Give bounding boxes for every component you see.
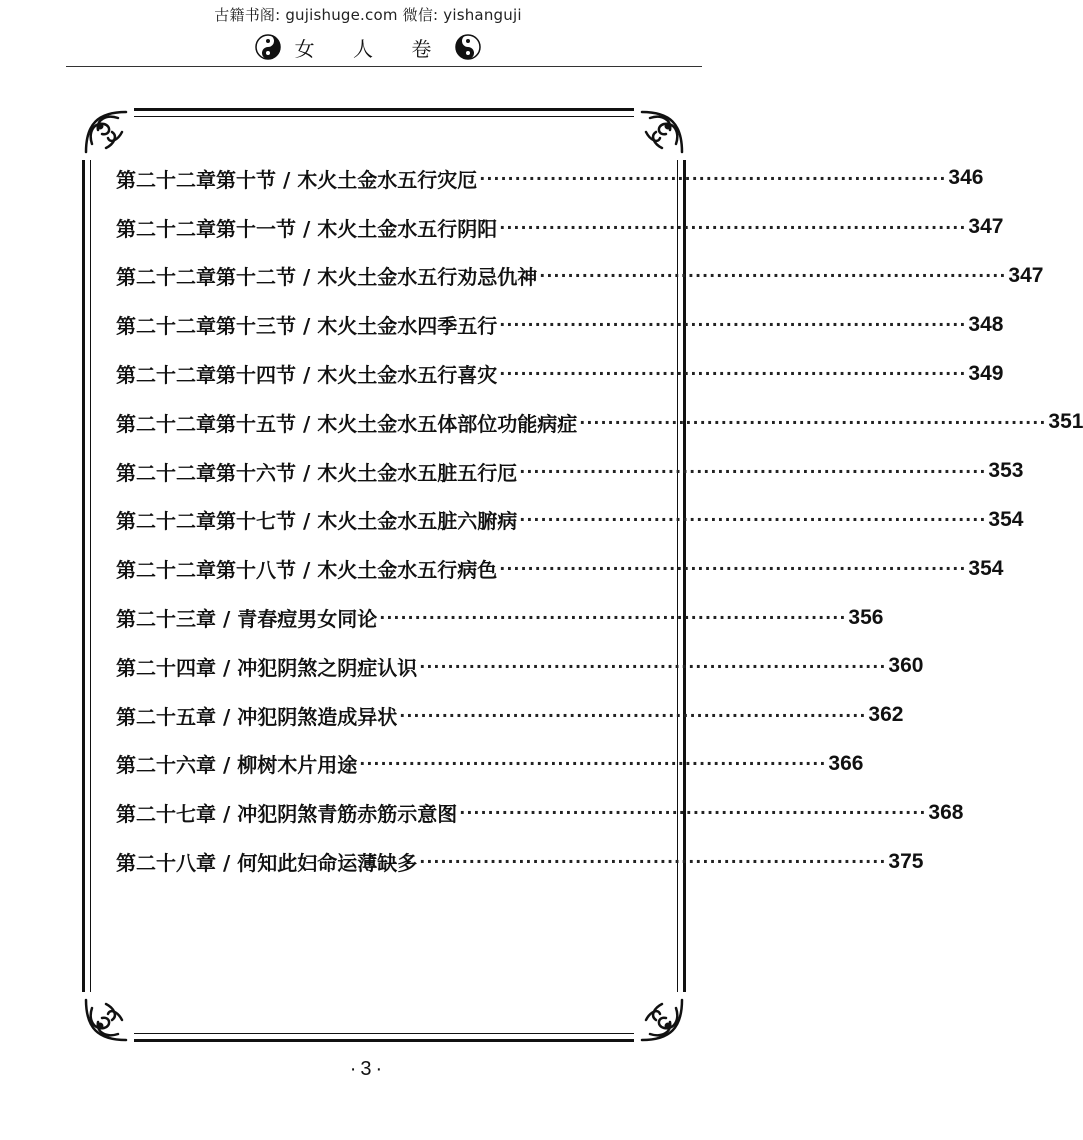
toc-entry[interactable] [116, 349, 1004, 398]
toc-leader-dots: ·································································· [419, 852, 887, 872]
toc-leader-dots: ·································································· [379, 608, 847, 628]
toc-entry-page: 346 [948, 166, 984, 190]
toc-entry-title: 第二十七章 / 冲犯阴煞青筋赤筋示意图 [116, 802, 458, 827]
running-head-title: 女 人 卷 [294, 36, 448, 61]
page-number: ·3· [349, 1058, 387, 1080]
toc-entry-title: 第二十二章第十二节 / 木火土金水五行劝忌仇神 [116, 265, 538, 290]
toc-entry-page: 354 [968, 556, 1004, 580]
toc-entry[interactable] [116, 496, 1024, 545]
toc-entry-title: 第二十八章 / 何知此妇命运薄缺多 [116, 851, 418, 876]
toc-entry[interactable] [116, 252, 1044, 301]
toc-entry[interactable] [116, 154, 984, 203]
toc-entry-title: 第二十二章第十五节 / 木火土金水五体部位功能病症 [116, 411, 578, 436]
toc-entry[interactable] [116, 788, 964, 837]
corner-ornament-icon [634, 104, 690, 160]
toc-leader-dots: ·································································· [459, 803, 927, 823]
corner-ornament-icon [78, 992, 134, 1048]
toc-entry[interactable] [116, 691, 904, 740]
toc-entry-title: 第二十三章 / 青春痘男女同论 [116, 607, 378, 632]
toc-entry-title: 第二十二章第十八节 / 木火土金水五行病色 [116, 558, 498, 583]
toc-leader-dots: ·································································· [499, 559, 967, 579]
yin-yang-icon [455, 34, 481, 60]
toc-leader-dots: ·································································· [519, 510, 987, 530]
toc-entry-title: 第二十二章第十三节 / 木火土金水四季五行 [116, 314, 498, 339]
toc-entry-title: 第二十五章 / 冲犯阴煞造成异状 [116, 704, 398, 729]
toc-entry-page: 353 [988, 459, 1024, 483]
yin-yang-icon [255, 34, 281, 60]
toc-entry-page: 362 [868, 703, 904, 727]
corner-ornament-icon [634, 992, 690, 1048]
toc-leader-dots: ·································································· [399, 705, 867, 725]
toc-entry-title: 第二十六章 / 柳树木片用途 [116, 753, 358, 778]
toc-entry-page: 360 [888, 654, 924, 678]
toc-entry-page: 356 [848, 605, 884, 629]
toc-entry-page: 368 [928, 800, 964, 824]
toc-entry-page: 351 [1048, 410, 1083, 434]
toc-leader-dots: ·································································· [359, 754, 827, 774]
toc-leader-dots: ·································································· [499, 315, 967, 335]
toc-leader-dots: ·································································· [479, 168, 947, 188]
toc-entry-page: 347 [968, 215, 1004, 239]
corner-ornament-icon [78, 104, 134, 160]
toc-entry-title: 第二十二章第十一节 / 木火土金水五行阴阳 [116, 216, 498, 241]
running-head [0, 30, 736, 64]
toc-entry[interactable] [116, 544, 1004, 593]
toc-entry-page: 349 [968, 361, 1004, 385]
toc-entry-page: 354 [988, 507, 1024, 531]
toc-entry[interactable] [116, 447, 1024, 496]
toc-entry-page: 366 [828, 751, 864, 775]
toc-entry-title: 第二十二章第十六节 / 木火土金水五脏五行厄 [116, 460, 518, 485]
toc-entry-page: 347 [1008, 263, 1044, 287]
header-rule [66, 66, 702, 67]
toc-entry[interactable] [116, 642, 924, 691]
toc-leader-dots: ·································································· [579, 412, 1047, 432]
toc-entry-page: 348 [968, 312, 1004, 336]
toc-entry[interactable] [116, 593, 884, 642]
toc-entry[interactable] [116, 740, 864, 789]
watermark-text: 古籍书阁: gujishuge.com 微信: yishanguji [214, 6, 522, 24]
toc-entry[interactable] [116, 837, 924, 886]
toc-entry[interactable] [116, 203, 1004, 252]
toc-entry-title: 第二十二章第十节 / 木火土金水五行灾厄 [116, 167, 478, 192]
toc-entry[interactable] [116, 398, 1083, 447]
table-of-contents [116, 154, 1083, 886]
toc-leader-dots: ·································································· [499, 217, 967, 237]
toc-leader-dots: ·································································· [499, 364, 967, 384]
toc-leader-dots: ·································································· [419, 656, 887, 676]
toc-entry-page: 375 [888, 849, 924, 873]
toc-entry[interactable] [116, 300, 1004, 349]
toc-entry-title: 第二十四章 / 冲犯阴煞之阴症认识 [116, 655, 418, 680]
toc-entry-title: 第二十二章第十七节 / 木火土金水五脏六腑病 [116, 509, 518, 534]
toc-leader-dots: ·································································· [519, 461, 987, 481]
toc-entry-title: 第二十二章第十四节 / 木火土金水五行喜灾 [116, 363, 498, 388]
toc-leader-dots: ·································································· [539, 266, 1007, 286]
